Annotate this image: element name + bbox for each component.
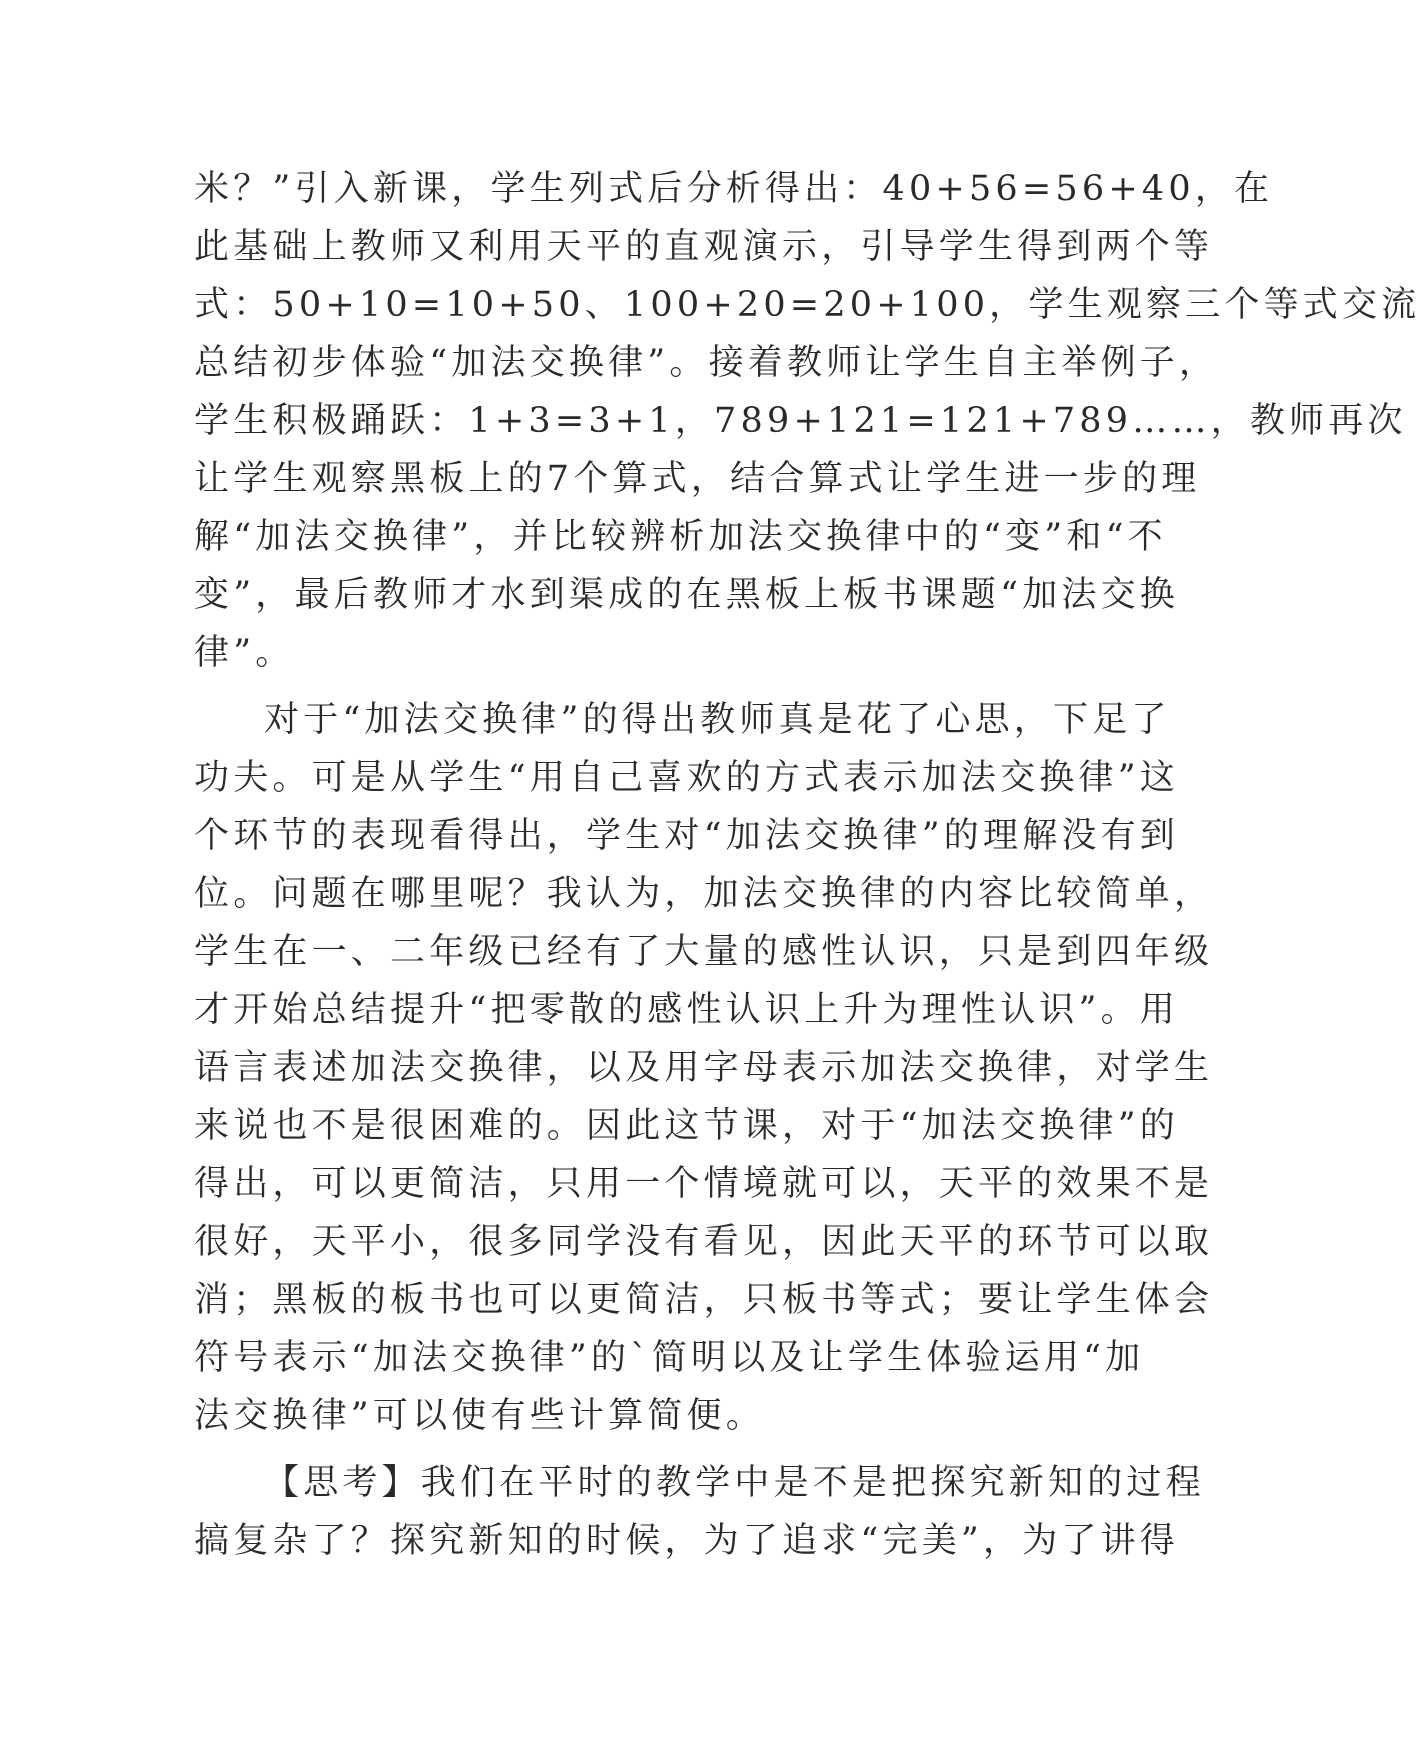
text-line: 解“加法交换律”，并比较辨析加法交换律中的“变”和“不 xyxy=(194,517,1167,557)
paragraph-gap xyxy=(194,1445,1054,1454)
text-line: 此基础上教师又利用天平的直观演示，引导学生得到两个等 xyxy=(194,227,1214,267)
paragraph-3 xyxy=(194,1454,1205,1570)
document-body xyxy=(194,160,1420,1570)
text-line: 语言表述加法交换律，以及用字母表示加法交换律，对学生 xyxy=(194,1048,1214,1088)
paragraph-2 xyxy=(194,691,1214,1445)
text-line: 米？”引入新课，学生列式后分析得出：40+56=56+40，在 xyxy=(194,169,1274,209)
text-line: 位。问题在哪里呢？我认为，加法交换律的内容比较简单， xyxy=(194,874,1214,914)
text-line: 很好，天平小，很多同学没有看见，因此天平的环节可以取 xyxy=(194,1222,1214,1262)
text-line: 让学生观察黑板上的7个算式，结合算式让学生进一步的理 xyxy=(194,459,1201,499)
text-line: 总结初步体验“加法交换律”。接着教师让学生自主举例子， xyxy=(194,343,1219,383)
paragraph-gap xyxy=(194,682,1054,691)
text-line: 功夫。可是从学生“用自己喜欢的方式表示加法交换律”这 xyxy=(194,758,1179,798)
text-line: 变”，最后教师才水到渠成的在黑板上板书课题“加法交换 xyxy=(194,575,1179,615)
text-line: 法交换律”可以使有些计算简便。 xyxy=(194,1396,765,1436)
text-line: 式：50+10=10+50、100+20=20+100，学生观察三个等式交流 xyxy=(194,285,1420,325)
text-line: 得出，可以更简洁，只用一个情境就可以，天平的效果不是 xyxy=(194,1164,1214,1204)
text-line: 个环节的表现看得出，学生对“加法交换律”的理解没有到 xyxy=(194,816,1179,856)
text-line: 学生在一、二年级已经有了大量的感性认识，只是到四年级 xyxy=(194,932,1214,972)
text-line: 才开始总结提升“把零散的感性认识上升为理性认识”。用 xyxy=(194,990,1179,1030)
text-line: 搞复杂了？探究新知的时候，为了追求“完美”，为了讲得 xyxy=(194,1521,1179,1561)
text-line: 学生积极踊跃：1+3=3+1，789+121=121+789……，教师再次 xyxy=(194,401,1407,441)
text-line: 消；黑板的板书也可以更简洁，只板书等式；要让学生体会 xyxy=(194,1280,1214,1320)
text-line: 【思考】我们在平时的教学中是不是把探究新知的过程 xyxy=(264,1463,1205,1503)
paragraph-1 xyxy=(194,160,1420,682)
text-line: 来说也不是很困难的。因此这节课，对于“加法交换律”的 xyxy=(194,1106,1179,1146)
text-line: 律”。 xyxy=(194,633,295,673)
text-line: 对于“加法交换律”的得出教师真是花了心思，下足了 xyxy=(264,700,1171,740)
text-line: 符号表示“加法交换律”的`简明以及让学生体验运用“加 xyxy=(194,1338,1145,1378)
